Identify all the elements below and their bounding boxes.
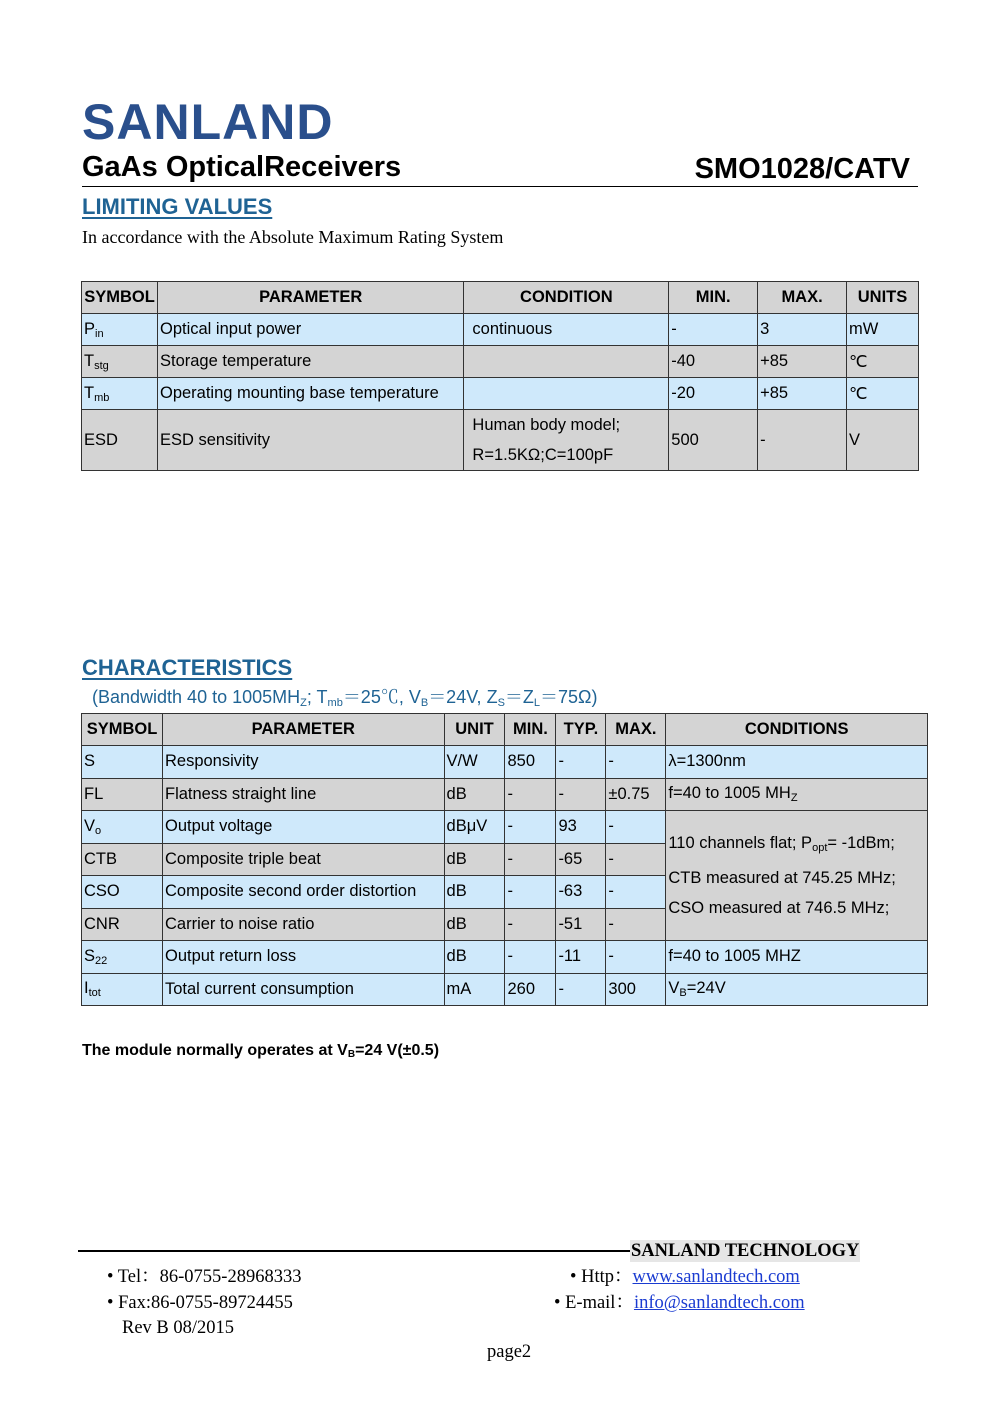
col-header: CONDITION: [464, 282, 669, 314]
col-header: SYMBOL: [82, 714, 163, 746]
website: • Http：www.sanlandtech.com: [570, 1267, 800, 1287]
min-cell: -20: [669, 378, 758, 410]
max-cell: -: [606, 746, 666, 779]
table-row: [82, 746, 928, 779]
min-cell: 260: [505, 973, 556, 1006]
parameter-cell: Carrier to noise ratio: [162, 908, 444, 941]
typ-cell: -65: [556, 843, 606, 876]
unit-cell: ℃: [847, 346, 919, 378]
conditions-cell: λ=1300nm: [666, 746, 928, 779]
table-header-row: [82, 714, 928, 746]
parameter-cell: Storage temperature: [157, 346, 463, 378]
unit-cell: dB: [444, 778, 505, 811]
table-row: [82, 973, 928, 1006]
parameter-cell: Flatness straight line: [162, 778, 444, 811]
min-cell: 850: [505, 746, 556, 779]
conditions-cell: $V_B=24V$: [666, 973, 928, 1006]
conditions-cell: f=40 to 1005 MHZ: [666, 941, 928, 974]
unit-cell: dB: [444, 908, 505, 941]
conditions-cell: f=40 to 1005 $MH_Z$: [666, 778, 928, 811]
parameter-cell: Output voltage: [162, 811, 444, 844]
typ-cell: -51: [556, 908, 606, 941]
table-row: [82, 410, 919, 471]
symbol-cell: FL: [82, 778, 163, 811]
typ-cell: 93: [556, 811, 606, 844]
typ-cell: -63: [556, 876, 606, 909]
min-cell: -: [505, 843, 556, 876]
max-cell: -: [606, 811, 666, 844]
col-header: PARAMETER: [162, 714, 444, 746]
website-link[interactable]: www.sanlandtech.com: [632, 1267, 800, 1287]
limiting-values-table: [81, 281, 919, 471]
max-cell: ±0.75: [606, 778, 666, 811]
part-number: SMO1028/CATV: [694, 153, 910, 185]
col-header: TYP.: [556, 714, 606, 746]
table-row: [82, 811, 928, 844]
email: • E-mail：info@sanlandtech.com: [554, 1293, 805, 1313]
min-cell: -: [505, 876, 556, 909]
typ-cell: -11: [556, 941, 606, 974]
company-logo: SANLAND: [82, 94, 334, 150]
symbol-cell: $V_o$: [82, 811, 163, 844]
col-header: PARAMETER: [157, 282, 463, 314]
characteristics-conditions: (Bandwidth 40 to $1005MH_Z$; $T_{mb}=25℃$, $V_B=24V$, $Z_S=Z_L=75\Omega$): [92, 687, 598, 709]
col-header: MIN.: [669, 282, 758, 314]
table-row: [82, 778, 928, 811]
parameter-cell: Responsivity: [162, 746, 444, 779]
condition-cell: [464, 378, 669, 410]
unit-cell: dBμV: [444, 811, 505, 844]
max-cell: 300: [606, 973, 666, 1006]
revision: Rev B 08/2015: [122, 1318, 235, 1338]
min-cell: -: [505, 908, 556, 941]
parameter-cell: Total current consumption: [162, 973, 444, 1006]
parameter-cell: Optical input power: [157, 314, 463, 346]
condition-cell: Human body model; R=1.5KΩ;C=100pF: [464, 410, 669, 471]
max-cell: +85: [758, 378, 847, 410]
unit-cell: dB: [444, 876, 505, 909]
min-cell: -: [505, 778, 556, 811]
unit-cell: V/W: [444, 746, 505, 779]
unit-cell: V: [847, 410, 919, 471]
col-header: CONDITIONS: [666, 714, 928, 746]
col-header: MAX.: [758, 282, 847, 314]
table-row: [82, 346, 919, 378]
telephone: • Tel：86-0755-28968333: [107, 1267, 302, 1287]
max-cell: -: [606, 941, 666, 974]
col-header: MIN.: [505, 714, 556, 746]
characteristics-heading: CHARACTERISTICS: [82, 655, 293, 680]
unit-cell: mW: [847, 314, 919, 346]
typ-cell: -: [556, 973, 606, 1006]
company-name: SANLAND TECHNOLOGY: [631, 1241, 860, 1261]
max-cell: -: [758, 410, 847, 471]
condition-cell: [464, 346, 669, 378]
parameter-cell: Composite triple beat: [162, 843, 444, 876]
max-cell: +85: [758, 346, 847, 378]
col-header: MAX.: [606, 714, 666, 746]
table-row: [82, 941, 928, 974]
parameter-cell: Operating mounting base temperature: [157, 378, 463, 410]
max-cell: -: [606, 843, 666, 876]
symbol-cell: CNR: [82, 908, 163, 941]
symbol-cell: ESD: [82, 410, 158, 471]
max-cell: -: [606, 908, 666, 941]
symbol-cell: $P_{in}$: [82, 314, 158, 346]
parameter-cell: Output return loss: [162, 941, 444, 974]
min-cell: -: [505, 811, 556, 844]
email-link[interactable]: info@sanlandtech.com: [633, 1293, 805, 1313]
col-header: UNITS: [847, 282, 919, 314]
min-cell: -: [669, 314, 758, 346]
condition-cell: continuous: [464, 314, 669, 346]
unit-cell: dB: [444, 941, 505, 974]
min-cell: -: [505, 941, 556, 974]
table-row: [82, 314, 919, 346]
typ-cell: -: [556, 746, 606, 779]
table-row: [82, 378, 919, 410]
symbol-cell: $I_{tot}$: [82, 973, 163, 1006]
page-number: page2: [487, 1342, 532, 1362]
limiting-values-subtitle: In accordance with the Absolute Maximum Rating System: [82, 227, 504, 247]
symbol-cell: S: [82, 746, 163, 779]
symbol-cell: CSO: [82, 876, 163, 909]
unit-cell: ℃: [847, 378, 919, 410]
min-cell: 500: [669, 410, 758, 471]
fax: • Fax:86-0755-89724455: [107, 1293, 293, 1313]
col-header: UNIT: [444, 714, 505, 746]
symbol-cell: $T_{stg}$: [82, 346, 158, 378]
table-header-row: [82, 282, 919, 314]
merged-conditions-cell: 110 channels flat; $P_{opt}= -1dBm$; CTB measured at 745.25 MHz; CSO measured at 746.5 MHz;: [666, 811, 928, 941]
min-cell: -40: [669, 346, 758, 378]
operating-note: The module normally operates at $V_B=24$ V(±0.5): [82, 1042, 440, 1060]
symbol-cell: $T_{mb}$: [82, 378, 158, 410]
unit-cell: mA: [444, 973, 505, 1006]
parameter-cell: Composite second order distortion: [162, 876, 444, 909]
typ-cell: -: [556, 778, 606, 811]
symbol-cell: CTB: [82, 843, 163, 876]
max-cell: 3: [758, 314, 847, 346]
max-cell: -: [606, 876, 666, 909]
characteristics-table: [81, 713, 928, 1006]
product-title: GaAs OpticalReceivers: [82, 151, 402, 183]
symbol-cell: $S_{22}$: [82, 941, 163, 974]
unit-cell: dB: [444, 843, 505, 876]
limiting-values-heading: LIMITING VALUES: [82, 194, 273, 219]
col-header: SYMBOL: [82, 282, 158, 314]
footer-divider: [78, 1250, 630, 1252]
parameter-cell: ESD sensitivity: [157, 410, 463, 471]
title-divider: [82, 186, 918, 187]
